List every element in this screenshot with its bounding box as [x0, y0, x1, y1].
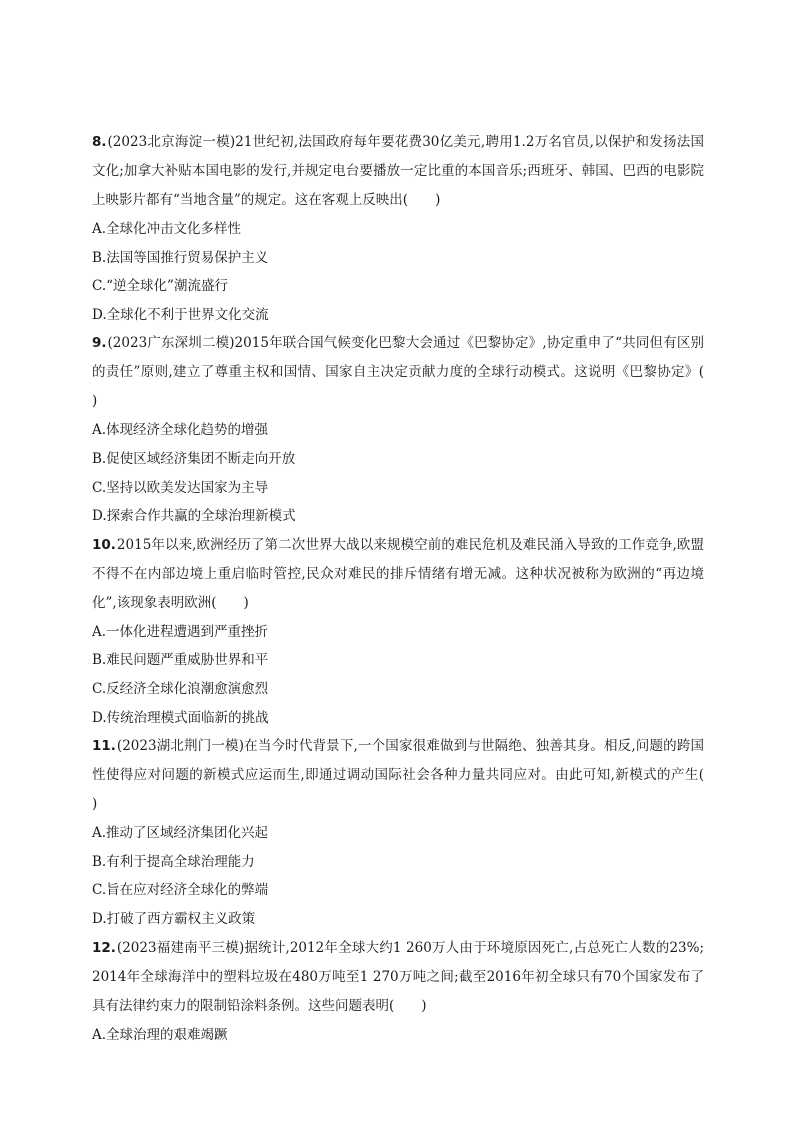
question-number: 10.: [92, 536, 116, 553]
question-stem: [92, 934, 704, 1021]
option-b: B.难民问题严重威胁世界和平: [92, 652, 269, 669]
option-d: D.打破了西方霸权主义政策: [92, 910, 256, 927]
option-a: A.一体化进程遭遇到严重挫折: [92, 623, 269, 640]
option-c: C.旨在应对经济全球化的弊端: [92, 882, 269, 899]
option-a: A.全球化冲击文化多样性: [92, 221, 242, 237]
question-text: (2023福建南平三模)据统计,2012年全球大约1 260万人由于环境原因死亡,占总死亡人数的23%;2014年全球海洋中的塑料垃圾在480万吨至1 270万吨之间;截至2016年初全球只有70个国家发布了具有法律约束力的限制铅涂料条例。这些问题表明( ): [92, 939, 704, 1014]
question-10: [92, 531, 704, 732]
option-b: B.有利于提高全球治理能力: [92, 853, 255, 870]
question-9: [92, 329, 731, 530]
option-a: A.体现经济全球化趋势的增强: [92, 422, 269, 439]
question-8: [92, 128, 704, 329]
option-a: A.全球治理的艰难竭蹶: [92, 1026, 228, 1043]
option-d: D.全球化不利于世界文化交流: [92, 306, 269, 323]
option-c: C.反经济全球化浪潮愈演愈烈: [92, 680, 269, 697]
option-d: D.传统治理模式面临新的挑战: [92, 709, 269, 726]
option-b: B.促使区域经济集团不断走向开放: [92, 450, 296, 467]
question-text: 2015年以来,欧洲经历了第二次世界大战以来规模空前的难民危机及难民涌入导致的工作竞争,欧盟不得不在内部边境上重启临时管控,民众对难民的排斥情绪有增无减。这种状况被称为欧洲的“再边境化”,该现象表明欧洲( ): [92, 536, 704, 611]
question-stem: [92, 128, 704, 215]
question-12: [92, 934, 704, 1050]
question-text: (2023广东深圳二模)2015年联合国气候变化巴黎大会通过《巴黎协定》,协定重申了“共同但有区别的责任”原则,建立了尊重主权和国情、国家自主决定贡献力度的全球行动模式。这说明《巴黎协定》( ): [92, 335, 731, 410]
question-number: 8.: [92, 134, 107, 150]
question-stem: [92, 531, 704, 618]
question-number: 9.: [92, 335, 107, 352]
question-stem: [92, 732, 731, 819]
option-a: A.推动了区域经济集团化兴起: [92, 825, 269, 842]
question-text: (2023湖北荆门一模)在当今时代背景下,一个国家很难做到与世隔绝、独善其身。相反,问题的跨国性使得应对问题的新模式应运而生,即通过调动国际社会各种力量共同应对。由此可知,新模式的产生( ): [92, 738, 731, 813]
question-11: [92, 732, 731, 933]
option-b: B.法国等国推行贸易保护主义: [92, 249, 269, 266]
question-text: (2023北京海淀一模)21世纪初,法国政府每年要花费30亿美元,聘用1.2万名官员,以保护和发扬法国文化;加拿大补贴本国电影的发行,并规定电台要播放一定比重的本国音乐;西班牙、韩国、巴西的电影院上映影片都有“当地含量”的规定。这在客观上反映出( ): [92, 134, 704, 208]
question-stem: [92, 329, 731, 416]
option-c: C.坚持以欧美发达国家为主导: [92, 479, 269, 496]
question-number: 11.: [92, 738, 116, 755]
option-d: D.探索合作共赢的全球治理新模式: [92, 508, 296, 525]
option-c: C.“逆全球化”潮流盛行: [92, 278, 228, 295]
question-number: 12.: [92, 939, 116, 956]
document-page: [92, 128, 731, 1049]
